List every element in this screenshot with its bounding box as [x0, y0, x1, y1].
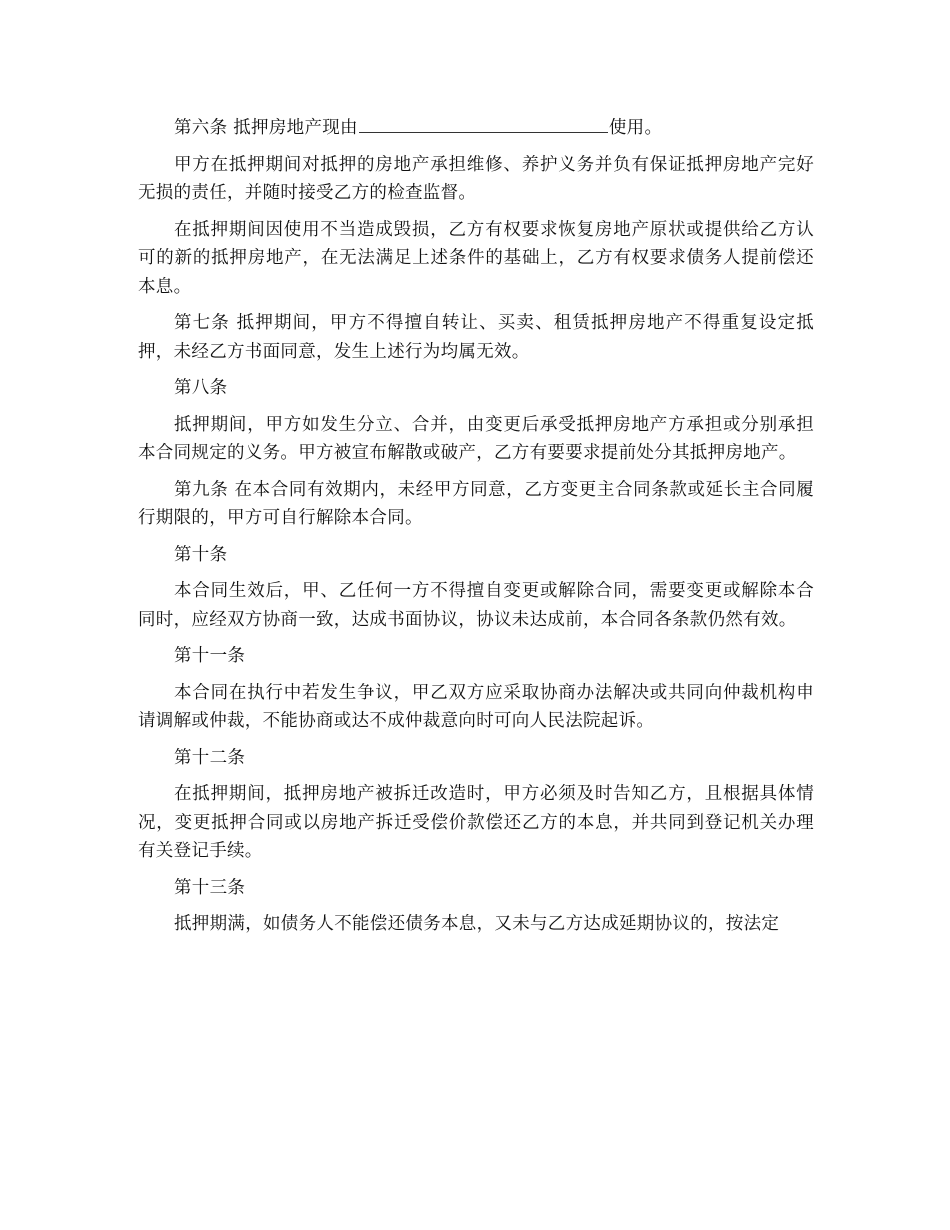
article-7-paragraph: 第七条 抵押期间，甲方不得擅自转让、买卖、租赁抵押房地产不得重复设定抵押，未经乙方书面同意，发生上述行为均属无效。	[138, 313, 814, 362]
article-12-heading: 第十二条	[174, 747, 246, 768]
article-6-usage-line	[138, 114, 814, 143]
article-6-prefix: 第六条 抵押房地产现由	[174, 118, 358, 138]
document-body	[138, 114, 814, 947]
article-12-paragraph: 在抵押期间，抵押房地产被拆迁改造时，甲方必须及时告知乙方，且根据具体情况，变更抵押合同或以房地产拆迁受偿价款偿还乙方的本息，并共同到登记机关办理有关登记手续。	[138, 784, 814, 861]
article-11-paragraph: 本合同在执行中若发生争议，甲乙双方应采取协商办法解决或共同向仲裁机构申请调解或仲裁，不能协商或达不成仲裁意向时可向人民法院起诉。	[138, 682, 814, 731]
article-10-paragraph: 本合同生效后，甲、乙任何一方不得擅自变更或解除合同，需要变更或解除本合同时，应经双方协商一致，达成书面协议，协议未达成前，本合同各条款仍然有效。	[138, 581, 814, 630]
article-6-suffix: 使用。	[608, 118, 663, 138]
article-6-maintenance-paragraph: 甲方在抵押期间对抵押的房地产承担维修、养护义务并负有保证抵押房地产完好无损的责任，并随时接受乙方的检查监督。	[138, 154, 814, 203]
article-10-heading: 第十条	[174, 544, 228, 565]
article-11-heading: 第十一条	[174, 646, 246, 666]
article-9-paragraph: 第九条 在本合同有效期内，未经甲方同意，乙方变更主合同条款或延长主合同履行期限的，甲方可自行解除本合同。	[138, 479, 814, 528]
article-8-heading: 第八条	[174, 378, 228, 398]
article-13-paragraph: 抵押期满，如债务人不能偿还债务本息，又未与乙方达成延期协议的，按法定	[174, 914, 780, 934]
article-6-damage-paragraph: 在抵押期间因使用不当造成毁损，乙方有权要求恢复房地产原状或提供给乙方认可的新的抵押房地产，在无法满足上述条件的基础上，乙方有权要求债务人提前偿还本息。	[138, 219, 814, 297]
article-8-paragraph: 抵押期间，甲方如发生分立、合并，由变更后承受抵押房地产方承担或分别承担本合同规定的义务。甲方被宣布解散或破产，乙方有要要求提前处分其抵押房地产。	[138, 414, 814, 463]
article-13-heading: 第十三条	[174, 877, 246, 898]
usage-blank-field	[359, 114, 608, 133]
